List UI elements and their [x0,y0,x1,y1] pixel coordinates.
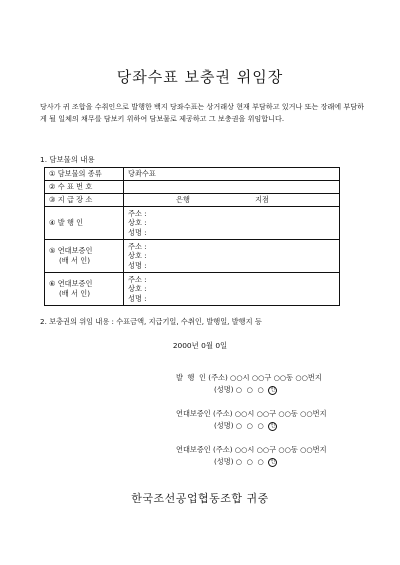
table-row [45,273,340,306]
delegation-paragraph: 당사가 귀 조합을 수취인으로 발행한 백지 당좌수표는 상거래상 현재 부담하고 있거나 또는 장래에 부담하게 될 일체의 채무를 담보키 위하여 담보물로 제공하고 그 보충권을 위임합니다. [40,102,364,123]
signer-role: 연대보증인 [176,445,211,454]
label-line: ⑤ 연대보증인 [49,246,93,255]
table-row [45,168,340,181]
row-value [124,181,340,194]
signature-block-issuer [176,372,322,396]
label-line: ④ 발 행 인 [49,218,84,227]
section1-heading: 1. 담보물의 내용 [40,155,95,164]
row-label: ① 담보물의 종류 [45,168,124,181]
branch-label: 지점 [255,195,269,204]
table-row [45,207,340,240]
signer-role: 발 행 인 [176,373,206,382]
collateral-table [44,167,340,306]
company-field: 상호 : [128,218,147,228]
seal-icon: 인 [268,422,277,431]
addressee: 한국조선공업협동조합 귀중 [131,492,269,505]
name-field: 성명 : [128,293,147,303]
signer-address: (주소) ○○시 ○○구 ○○동 ○○번지 [213,445,327,454]
guarantor2-label [45,273,124,306]
name-field: 성명 : [128,227,147,237]
guarantor1-details [124,240,340,273]
address-field: 주소 : [128,241,147,251]
signer-name: (성명) ○ ○ ○ [214,457,264,466]
signature-block-guarantor2 [176,444,327,468]
table-row [45,181,340,194]
table-row [45,240,340,273]
issuer-label [45,207,124,240]
label-line: (배 서 인) [59,289,91,298]
signer-address: (주소) ○○시 ○○구 ○○동 ○○번지 [213,409,327,418]
row-value: 당좌수표 [124,168,340,181]
payment-place-value [124,194,340,207]
company-field: 상호 : [128,251,147,261]
signer-role: 연대보증인 [176,409,211,418]
bank-label: 은행 [176,195,190,204]
address-field: 주소 : [128,274,147,284]
seal-icon: 인 [268,386,277,395]
signer-name: (성명) ○ ○ ○ [214,385,264,394]
document-date: 2000년 0월 0일 [172,341,228,350]
company-field: 상호 : [128,284,147,294]
row-label: ③ 지 급 장 소 [45,194,124,207]
signature-block-guarantor1 [176,408,327,432]
guarantor1-label [45,240,124,273]
issuer-details [124,207,340,240]
label-line: (배 서 인) [59,256,91,265]
signer-address: (주소) ○○시 ○○구 ○○동 ○○번지 [208,373,322,382]
section2-text: 2. 보충권의 위임 내용 : 수표금액, 지급기일, 수취인, 발행일, 발행지 등 [40,317,262,326]
seal-icon: 인 [268,458,277,467]
document-title: 당좌수표 보충권 위임장 [116,68,284,86]
guarantor2-details [124,273,340,306]
label-line: ⑥ 연대보증인 [49,279,93,288]
address-field: 주소 : [128,208,147,218]
signer-name: (성명) ○ ○ ○ [214,421,264,430]
table-row [45,194,340,207]
row-label: ② 수 표 번 호 [45,181,124,194]
name-field: 성명 : [128,260,147,270]
